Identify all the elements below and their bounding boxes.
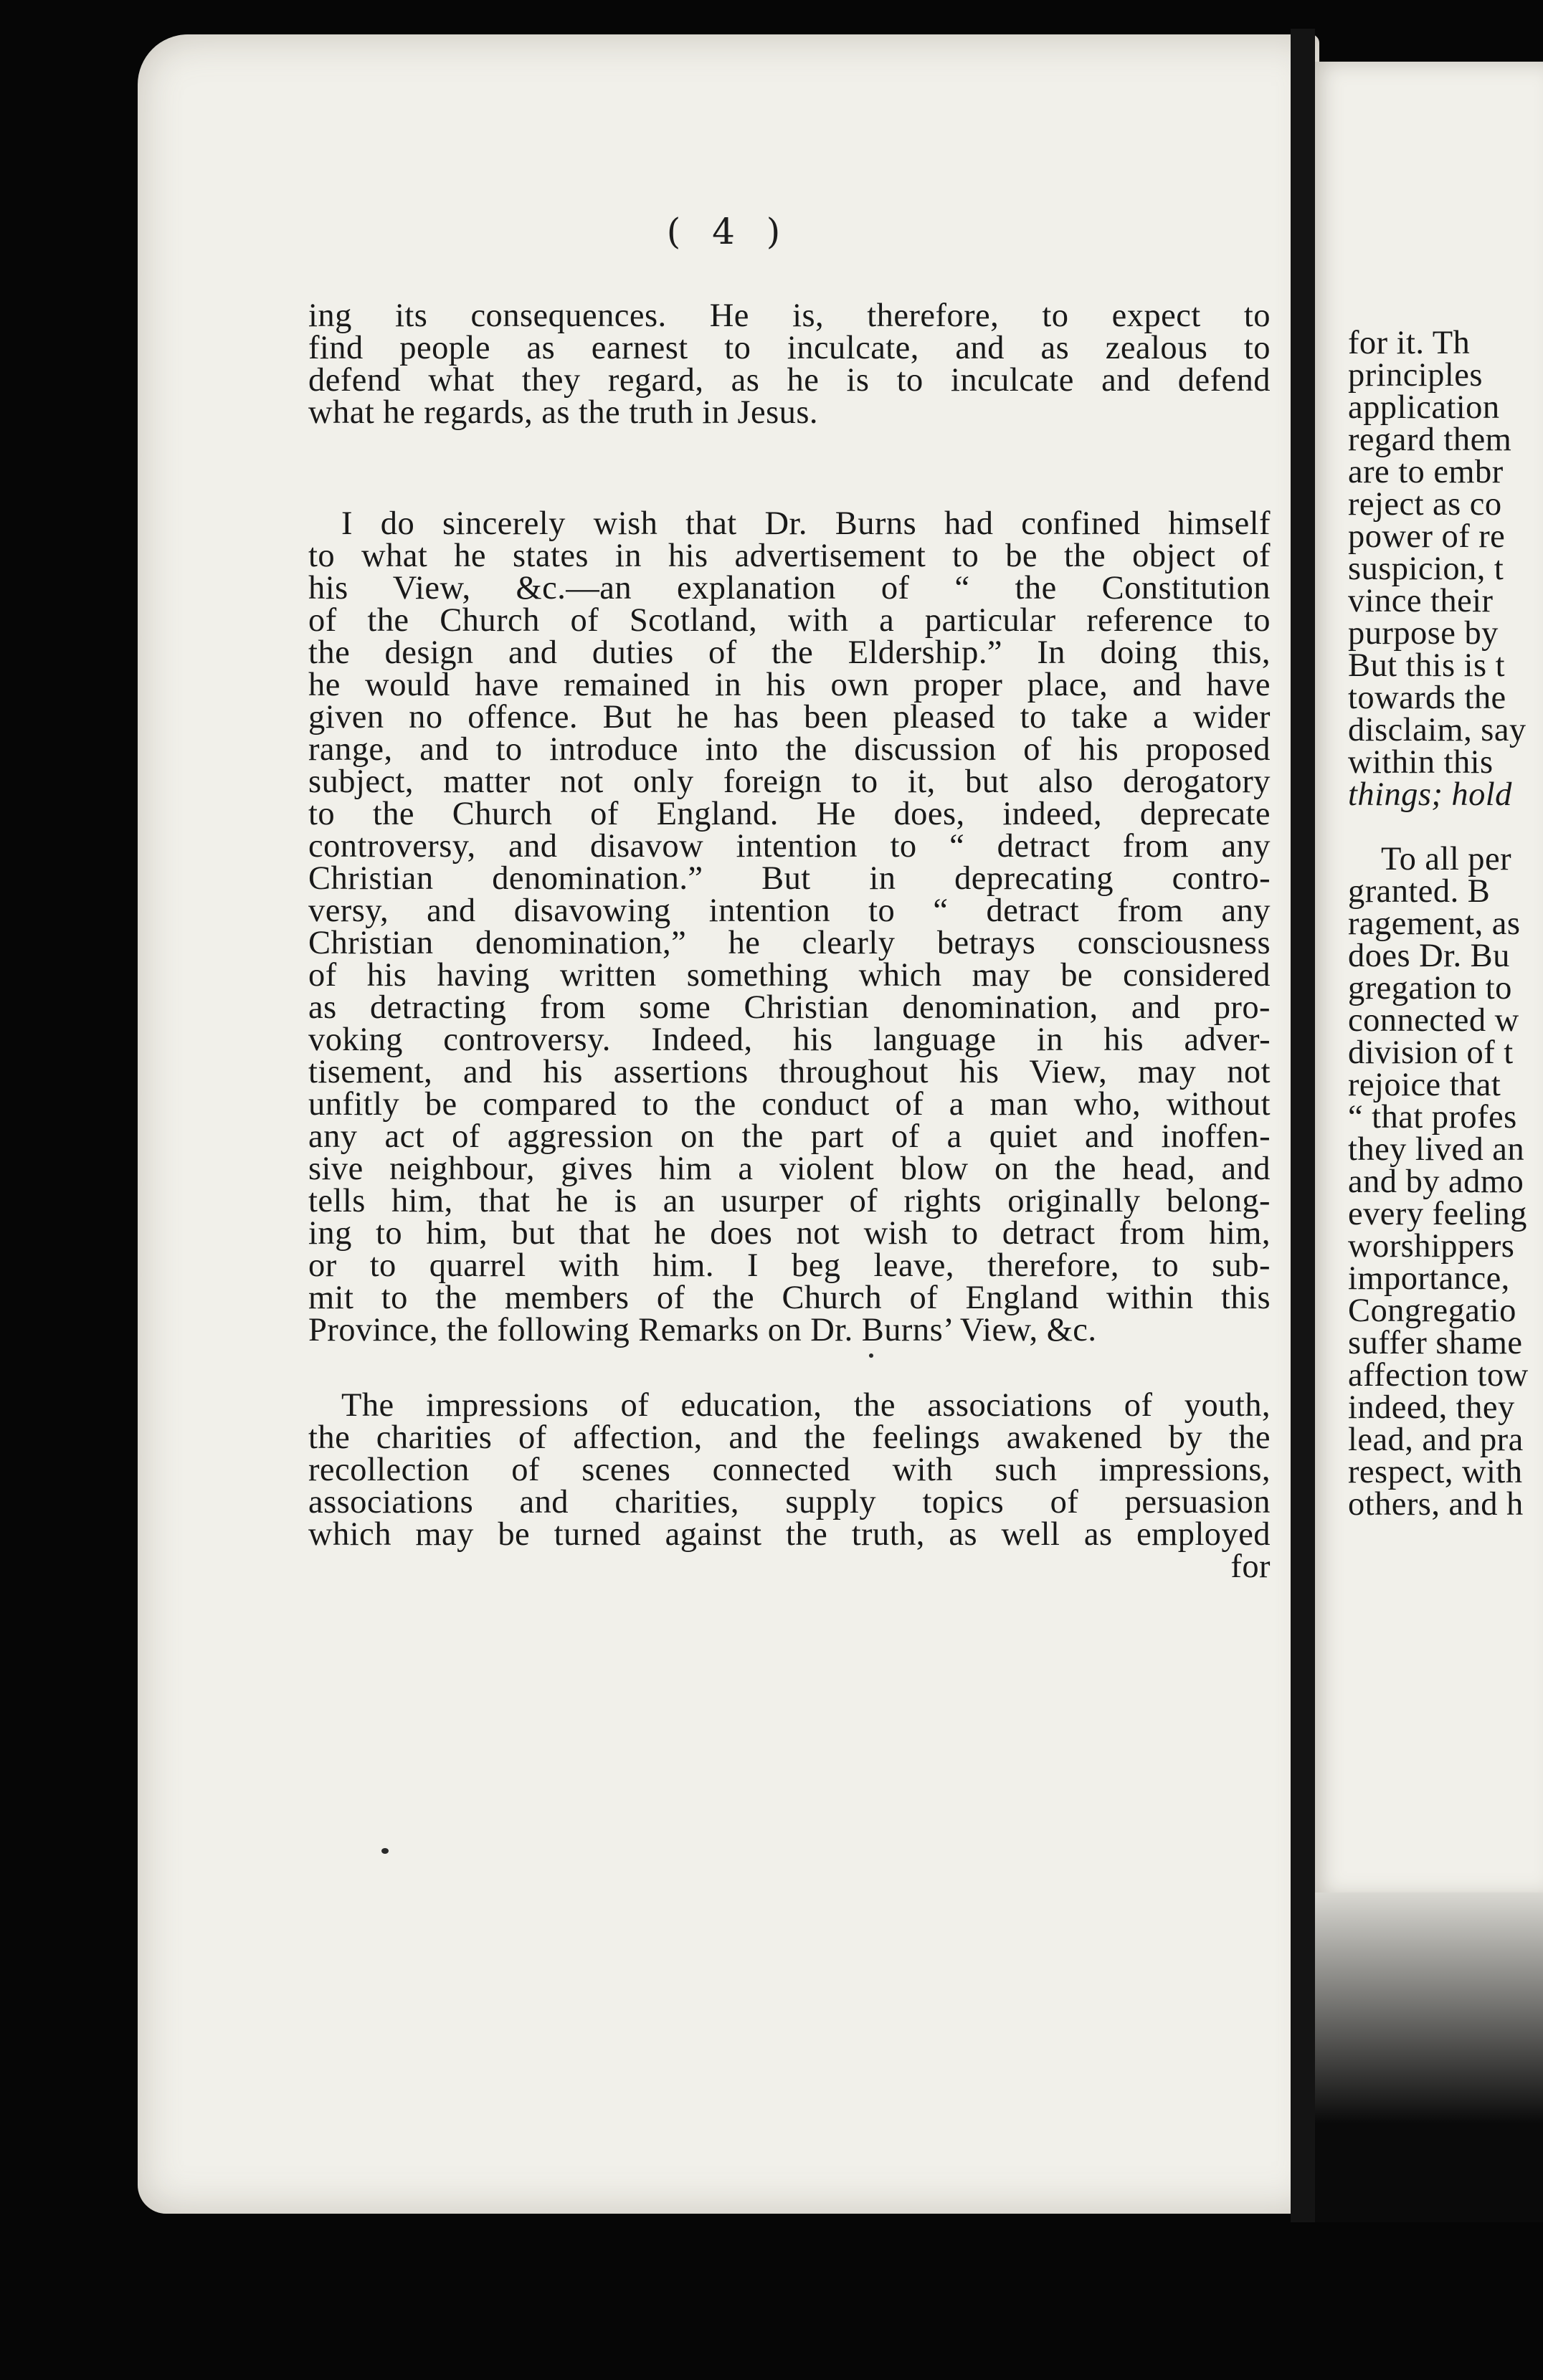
text-line: controversy, and disavow intention to “ detract from any bbox=[308, 828, 1271, 865]
text-line: which may be turned against the truth, as well as employed bbox=[308, 1516, 1271, 1553]
text-line: defend what they regard, as he is to inculcate and defend bbox=[308, 362, 1271, 399]
text-line: others, and h bbox=[1348, 1486, 1524, 1523]
text-line: as detracting from some Christian denomination, and pro- bbox=[308, 989, 1271, 1026]
text-line: The impressions of education, the associations of youth, bbox=[341, 1387, 1271, 1424]
text-line: given no offence. But he has been pleased to take a wider bbox=[308, 699, 1271, 736]
text-line: importance, bbox=[1348, 1260, 1510, 1297]
text-line: recollection of scenes connected with such impressions, bbox=[308, 1452, 1271, 1488]
text-line: power of re bbox=[1348, 518, 1506, 555]
text-line: affection tow bbox=[1348, 1357, 1529, 1394]
text-line: ing its consequences. He is, therefore, to expect to bbox=[308, 298, 1271, 334]
text-line: of his having written something which may be considered bbox=[308, 957, 1271, 994]
paragraph-2 bbox=[308, 505, 1271, 1348]
text-line: indeed, they bbox=[1348, 1389, 1515, 1426]
text-line: ing to him, but that he does not wish to detract from him, bbox=[308, 1215, 1271, 1252]
left-page bbox=[138, 34, 1319, 2214]
text-line: “ that profes bbox=[1348, 1099, 1517, 1136]
text-line: every feeling bbox=[1348, 1196, 1527, 1232]
text-line: principles bbox=[1348, 357, 1483, 394]
text-line: sive neighbour, gives him a violent blow on the head, and bbox=[308, 1151, 1271, 1187]
text-line: respect, with bbox=[1348, 1454, 1523, 1490]
text-line: does Dr. Bu bbox=[1348, 938, 1510, 974]
text-line: regard them bbox=[1348, 422, 1512, 458]
text-line: worshippers bbox=[1348, 1228, 1515, 1265]
text-line: they lived an bbox=[1348, 1131, 1525, 1168]
text-line: purpose by bbox=[1348, 615, 1499, 652]
catchword: for bbox=[1230, 1548, 1271, 1585]
text-line: Province, the following Remarks on Dr. Burns’ View, &c. bbox=[308, 1312, 1097, 1348]
text-line: and by admo bbox=[1348, 1163, 1524, 1200]
text-line: lead, and pra bbox=[1348, 1422, 1524, 1458]
text-line: to what he states in his advertisement to be the object of bbox=[308, 538, 1271, 574]
text-line: to the Church of England. He does, indeed, deprecate bbox=[308, 796, 1271, 832]
right-page-partial bbox=[1315, 62, 1543, 1897]
paragraph-gap bbox=[1348, 811, 1543, 843]
paragraph-1 bbox=[308, 300, 1271, 429]
paper-speck bbox=[869, 1353, 873, 1358]
text-line: versy, and disavowing intention to “ detract from any bbox=[308, 892, 1271, 929]
text-line: what he regards, as the truth in Jesus. bbox=[308, 394, 819, 431]
text-line: subject, matter not only foreign to it, but also derogatory bbox=[308, 763, 1271, 800]
text-line: application bbox=[1348, 389, 1500, 426]
text-line: rejoice that bbox=[1348, 1067, 1501, 1103]
text-line: Christian denomination,” he clearly betrays consciousness bbox=[308, 925, 1271, 961]
text-line: for it. Th bbox=[1348, 325, 1471, 361]
text-line: within this bbox=[1348, 744, 1494, 781]
text-line: tisement, and his assertions throughout his View, may not bbox=[308, 1054, 1271, 1090]
text-line: things; hold bbox=[1348, 776, 1512, 813]
text-line: ragement, as bbox=[1348, 905, 1521, 942]
text-line: he would have remained in his own proper place, and have bbox=[308, 667, 1271, 703]
text-line: suffer shame bbox=[1348, 1325, 1523, 1361]
text-line: the design and duties of the Eldership.” In doing this, bbox=[308, 634, 1271, 671]
text-line: connected w bbox=[1348, 1002, 1519, 1039]
text-line: unfitly be compared to the conduct of a man who, without bbox=[308, 1086, 1271, 1123]
text-line: Congregatio bbox=[1348, 1293, 1516, 1329]
right-page-text bbox=[1348, 325, 1543, 1523]
text-line: I do sincerely wish that Dr. Burns had confined himself bbox=[341, 505, 1271, 542]
text-line: vince their bbox=[1348, 583, 1494, 619]
text-line: But this is t bbox=[1348, 647, 1506, 684]
text-line: disclaim, say bbox=[1348, 712, 1527, 748]
text-line: To all per bbox=[1381, 841, 1512, 877]
text-line: towards the bbox=[1348, 680, 1506, 716]
text-line: the charities of affection, and the feelings awakened by the bbox=[308, 1419, 1271, 1456]
text-line: mit to the members of the Church of England within this bbox=[308, 1280, 1271, 1316]
text-line: gregation to bbox=[1348, 970, 1512, 1006]
text-line: of the Church of Scotland, with a particular reference to bbox=[308, 602, 1271, 639]
text-line: are to embr bbox=[1348, 454, 1504, 490]
text-line: any act of aggression on the part of a quiet and inoffen- bbox=[308, 1118, 1271, 1155]
paper-speck bbox=[381, 1848, 389, 1854]
page-number: ( 4 ) bbox=[666, 211, 791, 252]
text-line: range, and to introduce into the discussion of his proposed bbox=[308, 731, 1271, 768]
paragraph-3 bbox=[308, 1389, 1271, 1583]
text-line: his View, &c.—an explanation of “ the Constitution bbox=[308, 570, 1271, 606]
text-line: tells him, that he is an usurper of rights originally belong- bbox=[308, 1183, 1271, 1219]
text-line: suspicion, t bbox=[1348, 551, 1504, 587]
right-page-shadow bbox=[1315, 1893, 1543, 2222]
text-line: division of t bbox=[1348, 1034, 1514, 1071]
text-line: voking controversy. Indeed, his language in his adver- bbox=[308, 1022, 1271, 1058]
text-line: granted. B bbox=[1348, 873, 1491, 910]
text-line: or to quarrel with him. I beg leave, therefore, to sub- bbox=[308, 1247, 1271, 1284]
text-line: find people as earnest to inculcate, and as zealous to bbox=[308, 330, 1271, 366]
text-line: Christian denomination.” But in deprecating contro- bbox=[308, 860, 1271, 897]
text-line: reject as co bbox=[1348, 486, 1502, 523]
text-line: associations and charities, supply topics of persuasion bbox=[308, 1484, 1271, 1520]
book-gutter bbox=[1291, 29, 1315, 2222]
